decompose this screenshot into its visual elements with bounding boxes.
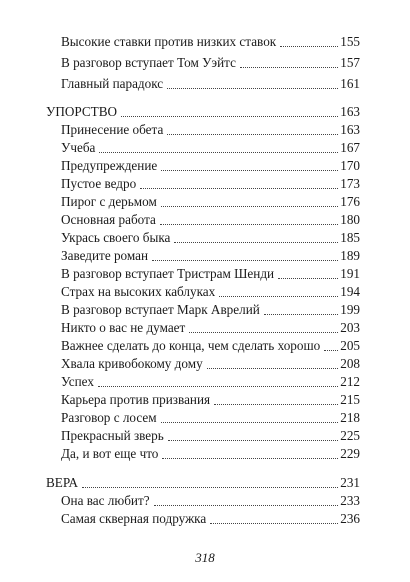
toc-entry [61,318,360,336]
entry-title: Прекрасный зверь [61,428,164,443]
entry-page-number: 161 [340,76,360,91]
entry-page-number: 185 [340,230,360,245]
toc-entry [61,426,360,444]
toc-entry [61,210,360,228]
dot-leader [161,206,338,207]
toc-entry [61,120,360,138]
entry-page-number: 233 [340,493,360,508]
entry-page-number: 180 [340,212,360,227]
entry-title: Укрась своего быка [61,230,171,245]
dot-leader [160,224,338,225]
entry-page-number: 231 [340,475,360,490]
toc-entry [61,246,360,264]
dot-leader [207,368,339,369]
entry-title: Основная работа [61,212,156,227]
entry-title: Предупреждение [61,158,158,173]
dot-leader [154,505,339,506]
entry-title: В разговор вступает Марк Аврелий [61,302,260,317]
entry-title: Пирог с дерьмом [61,194,157,209]
entry-title: Заведите роман [61,248,149,263]
toc-entry [61,372,360,390]
dot-leader [240,67,338,68]
entry-page-number: 163 [340,122,360,137]
dot-leader [219,296,338,297]
entry-title: УПОРСТВО [46,104,118,119]
toc-entry [61,491,360,509]
dot-leader [189,332,338,333]
toc-entry [61,354,360,372]
entry-page-number: 170 [340,158,360,173]
toc-entry [61,282,360,300]
entry-title: В разговор вступает Тристрам Шенди [61,266,275,281]
dot-leader [280,46,338,47]
entry-page-number: 229 [340,446,360,461]
entry-title: ВЕРА [46,475,79,490]
entry-page-number: 189 [340,248,360,263]
toc-entry [61,228,360,246]
dot-leader [174,242,338,243]
entry-title: Учеба [61,140,96,155]
entry-page-number: 157 [340,55,360,70]
entry-page-number: 155 [340,34,360,49]
page-number: 318 [195,550,215,565]
toc-entry [61,408,360,426]
toc-entry [61,138,360,156]
dot-leader [167,134,338,135]
entry-page-number: 173 [340,176,360,191]
dot-leader [121,116,338,117]
entry-title: Карьера против призвания [61,392,211,407]
toc-entry [61,53,360,71]
dot-leader [98,386,338,387]
entry-title: Да, и вот еще что [61,446,159,461]
entry-title: Успех [61,374,94,389]
entry-page-number: 205 [340,338,360,353]
entry-title: Высокие ставки против низких ставок [61,34,277,49]
entry-page-number: 199 [340,302,360,317]
toc-entry [61,192,360,210]
toc-entry [61,300,360,318]
toc-entry [61,156,360,174]
entry-page-number: 191 [340,266,360,281]
toc-entry [61,74,360,92]
entry-page-number: 167 [340,140,360,155]
entry-page-number: 176 [340,194,360,209]
entry-page-number: 212 [340,374,360,389]
toc-entry [61,509,360,527]
dot-leader [210,523,338,524]
entry-page-number: 208 [340,356,360,371]
entry-page-number: 194 [340,284,360,299]
entry-title: Разговор с лосем [61,410,157,425]
dot-leader [99,152,338,153]
entry-title: Хвала кривобокому дому [61,356,203,371]
toc-entry [61,32,360,50]
toc-section-heading [46,473,360,491]
entry-title: Самая скверная подружка [61,511,207,526]
dot-leader [167,88,338,89]
entry-page-number: 218 [340,410,360,425]
dot-leader [161,422,339,423]
toc-entry [61,264,360,282]
entry-page-number: 163 [340,104,360,119]
dot-leader [264,314,338,315]
dot-leader [168,440,338,441]
dot-leader [140,188,338,189]
toc-entry [61,174,360,192]
entry-page-number: 236 [340,511,360,526]
entry-page-number: 203 [340,320,360,335]
toc-entry [61,336,360,354]
entry-title: Главный парадокс [61,76,164,91]
toc-entry [61,444,360,462]
dot-leader [162,458,338,459]
entry-title: Пустое ведро [61,176,137,191]
entry-title: Страх на высоких каблуках [61,284,216,299]
toc-entry [61,390,360,408]
entry-page-number: 225 [340,428,360,443]
dot-leader [278,278,338,279]
dot-leader [214,404,338,405]
dot-leader [152,260,338,261]
toc-section-heading [46,102,360,120]
entry-page-number: 215 [340,392,360,407]
dot-leader [82,487,338,488]
dot-leader [161,170,338,171]
entry-title: Важнее сделать до конца, чем сделать хорошо [61,338,321,353]
entry-title: Она вас любит? [61,493,150,508]
dot-leader [324,350,338,351]
entry-title: В разговор вступает Том Уэйтс [61,55,236,70]
entry-title: Принесение обета [61,122,164,137]
entry-title: Никто о вас не думает [61,320,186,335]
